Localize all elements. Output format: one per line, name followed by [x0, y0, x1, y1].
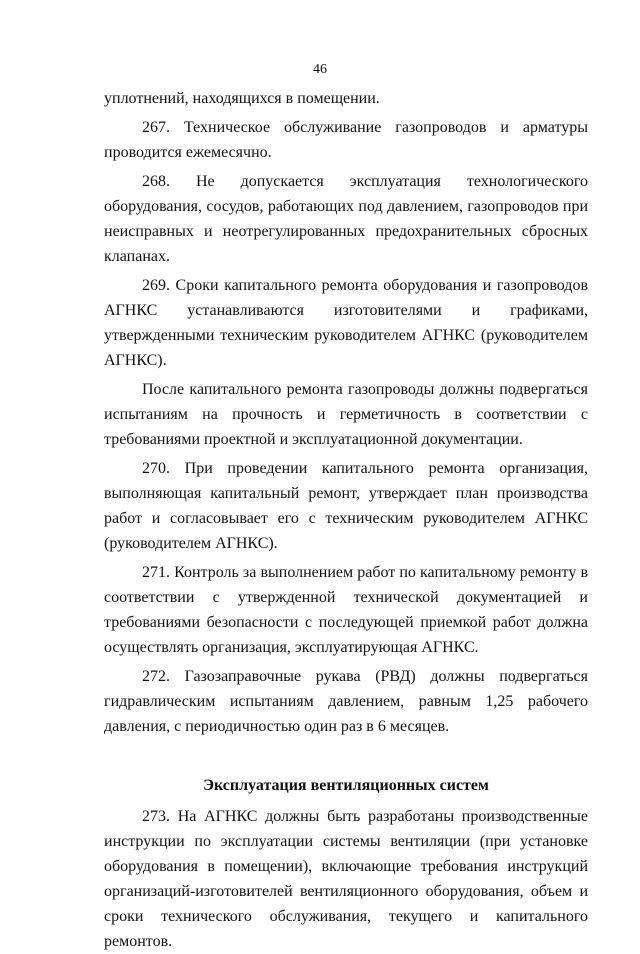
paragraph-270: 270. При проведении капитального ремонта организация, выполняющая капитальный ремонт, утверждает план производства работ и согласовывает его с техническим руководителем АГНКС (руководителем АГНКС). — [104, 460, 588, 552]
document-body — [104, 86, 588, 954]
paragraph-273: 273. На АГНКС должны быть разработаны производственные инструкции по эксплуатации системы вентиляции (при установке оборудования в помещении), включающие требования инструкций организаций-изготовителей вентиляционного оборудования, объем и сроки технического обслуживания, текущего и капитального ремонтов. — [104, 808, 588, 950]
paragraph-268: 268. Не допускается эксплуатация технологического оборудования, сосудов, работающих под давлением, газопроводов при неисправных и неотрегулированных предохранительных сбросных клапанах. — [104, 173, 588, 265]
paragraph-269: 269. Сроки капитального ремонта оборудования и газопроводов АГНКС устанавливаются изготовителями и графиками, утвержденными техническим руководителем АГНКС (руководителем АГНКС). — [104, 277, 588, 369]
paragraph-after-repair: После капитального ремонта газопроводы должны подвергаться испытаниям на прочность и герметичность в соответствии с требованиями проектной и эксплуатационной документации. — [104, 381, 588, 448]
section-title: Эксплуатация вентиляционных систем — [203, 777, 489, 794]
paragraph-272: 272. Газозаправочные рукава (РВД) должны подвергаться гидравлическим испытаниям давлением, равным 1,25 рабочего давления, с периодичностью один раз в 6 месяцев. — [104, 668, 588, 735]
paragraph-continuation: уплотнений, находящихся в помещении. — [104, 90, 380, 107]
paragraph-271: 271. Контроль за выполнением работ по капитальному ремонту в соответствии с утвержденной технической документацией и требованиями безопасности с последующей приемкой работ должна осуществлять организация, эксплуатирующая АГНКС. — [104, 564, 588, 656]
paragraph-267: 267. Техническое обслуживание газопроводов и арматуры проводится ежемесячно. — [104, 119, 588, 161]
page-number: 46 — [313, 62, 327, 77]
